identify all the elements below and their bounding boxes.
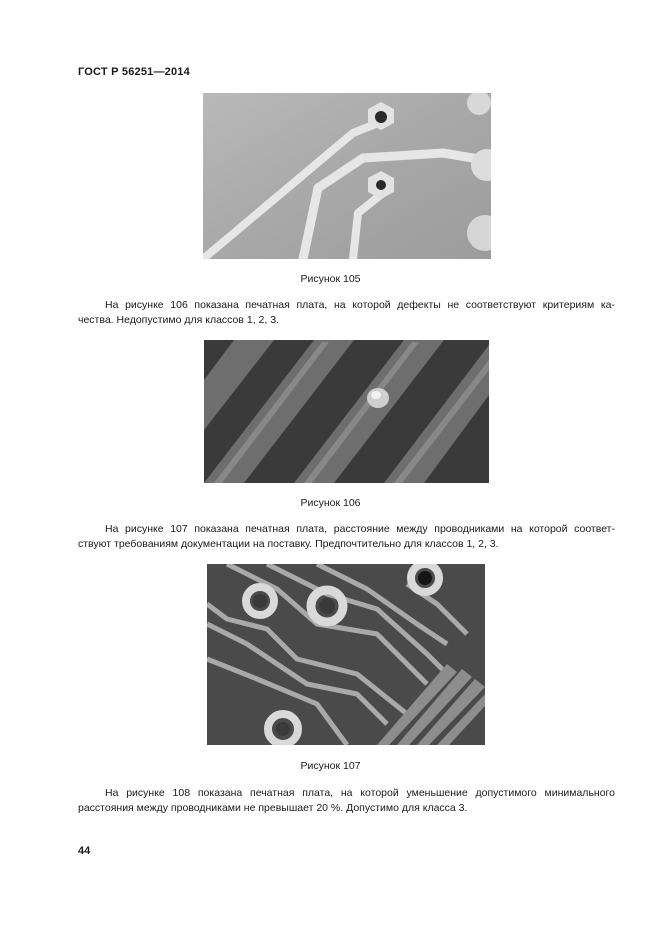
page-number: 44 [78, 845, 91, 857]
figure-106-caption: Рисунок 106 [300, 497, 361, 509]
paragraph-figure-108 [78, 786, 615, 816]
paragraph-figure-107 [78, 522, 615, 552]
paragraph-line: ствуют требованиям документации на поставку. Предпочтительно для классов 1, 2, 3. [78, 538, 499, 550]
figure-105-caption: Рисунок 105 [300, 273, 361, 285]
figure-107-caption: Рисунок 107 [300, 760, 361, 772]
paragraph-line: расстояния между проводниками не превышает 20 %. Допустимо для класса 3. [78, 802, 468, 814]
paragraph-line: чества. Недопустимо для классов 1, 2, 3. [78, 314, 279, 326]
paragraph-line: На рисунке 108 показана печатная плата, на которой уменьшение допустимого минимального [105, 787, 615, 799]
figure-105-photo [203, 93, 491, 259]
paragraph-line: На рисунке 107 показана печатная плата, расстояние между проводниками на которой соответ- [105, 523, 615, 535]
paragraph-line: На рисунке 106 показана печатная плата, на которой дефекты не соответствуют критериям ка- [105, 299, 615, 311]
document-header: ГОСТ Р 56251—2014 [78, 66, 190, 78]
figure-106-photo [204, 340, 489, 483]
figure-107-photo [207, 564, 485, 745]
paragraph-figure-106 [78, 298, 615, 328]
